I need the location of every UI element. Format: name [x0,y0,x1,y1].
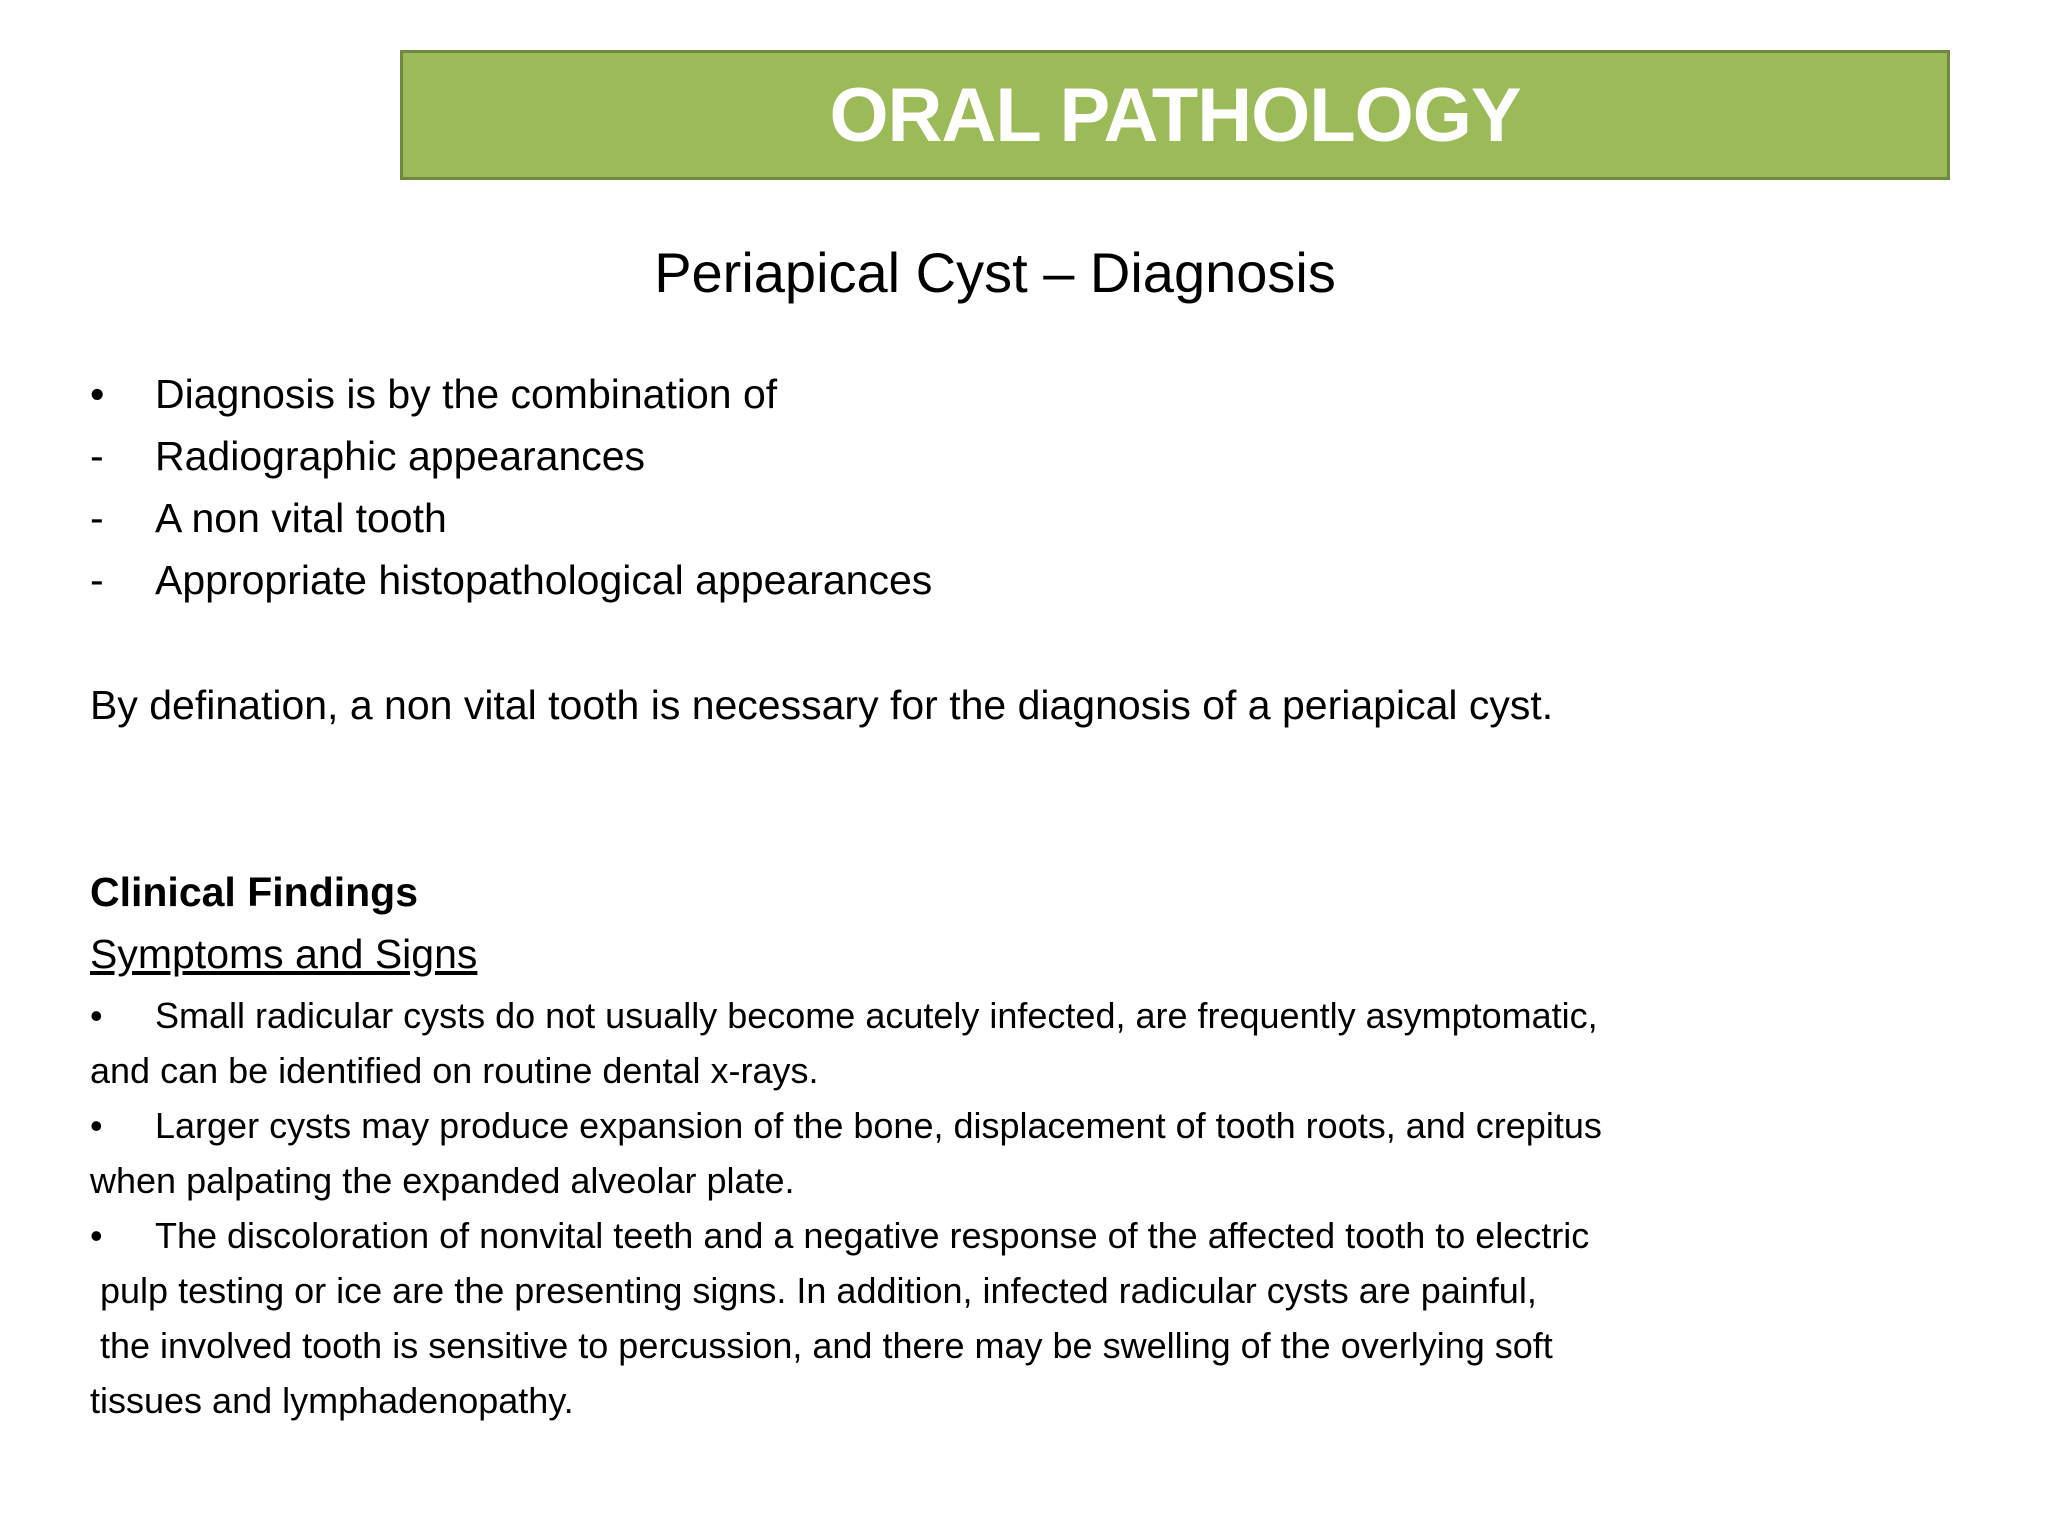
diagnosis-item: A non vital tooth [155,495,447,541]
clinical-bullet-line: tissues and lymphadenopathy. [90,1380,574,1421]
clinical-bullet-line: pulp testing or ice are the presenting signs. In addition, infected radicular cysts are painful, [100,1270,1537,1311]
clinical-bullet-line: Small radicular cysts do not usually become acutely infected, are frequently asymptomatic, [155,995,1598,1036]
definition-text: By defination, a non vital tooth is necessary for the diagnosis of a periapical cyst. [90,682,1554,728]
clinical-subheading: Symptoms and Signs [90,931,478,977]
bullet-marker: • [90,995,103,1036]
dash-marker: - [90,433,104,479]
diagnosis-item: Radiographic appearances [155,433,646,479]
diagnosis-item: Appropriate histopathological appearances [155,557,933,603]
title-banner [400,50,1950,180]
bullet-marker: • [90,1215,103,1256]
clinical-heading: Clinical Findings [90,869,419,915]
clinical-bullet-line: when palpating the expanded alveolar plate. [90,1160,795,1201]
clinical-bullet-line: and can be identified on routine dental x-rays. [90,1050,819,1091]
bullet-marker: • [90,371,105,417]
slide-title: Periapical Cyst – Diagnosis [654,241,1336,304]
clinical-bullet-line: the involved tooth is sensitive to percussion, and there may be swelling of the overlying soft [100,1325,1553,1366]
diagnosis-intro: Diagnosis is by the combination of [155,371,778,417]
dash-marker: - [90,557,104,603]
dash-marker: - [90,495,104,541]
clinical-bullet-line: The discoloration of nonvital teeth and a negative response of the affected tooth to electric [155,1215,1590,1256]
clinical-bullet-line: Larger cysts may produce expansion of the bone, displacement of tooth roots, and crepitus [155,1105,1602,1146]
bullet-marker: • [90,1105,103,1146]
banner-title: ORAL PATHOLOGY [829,72,1521,158]
